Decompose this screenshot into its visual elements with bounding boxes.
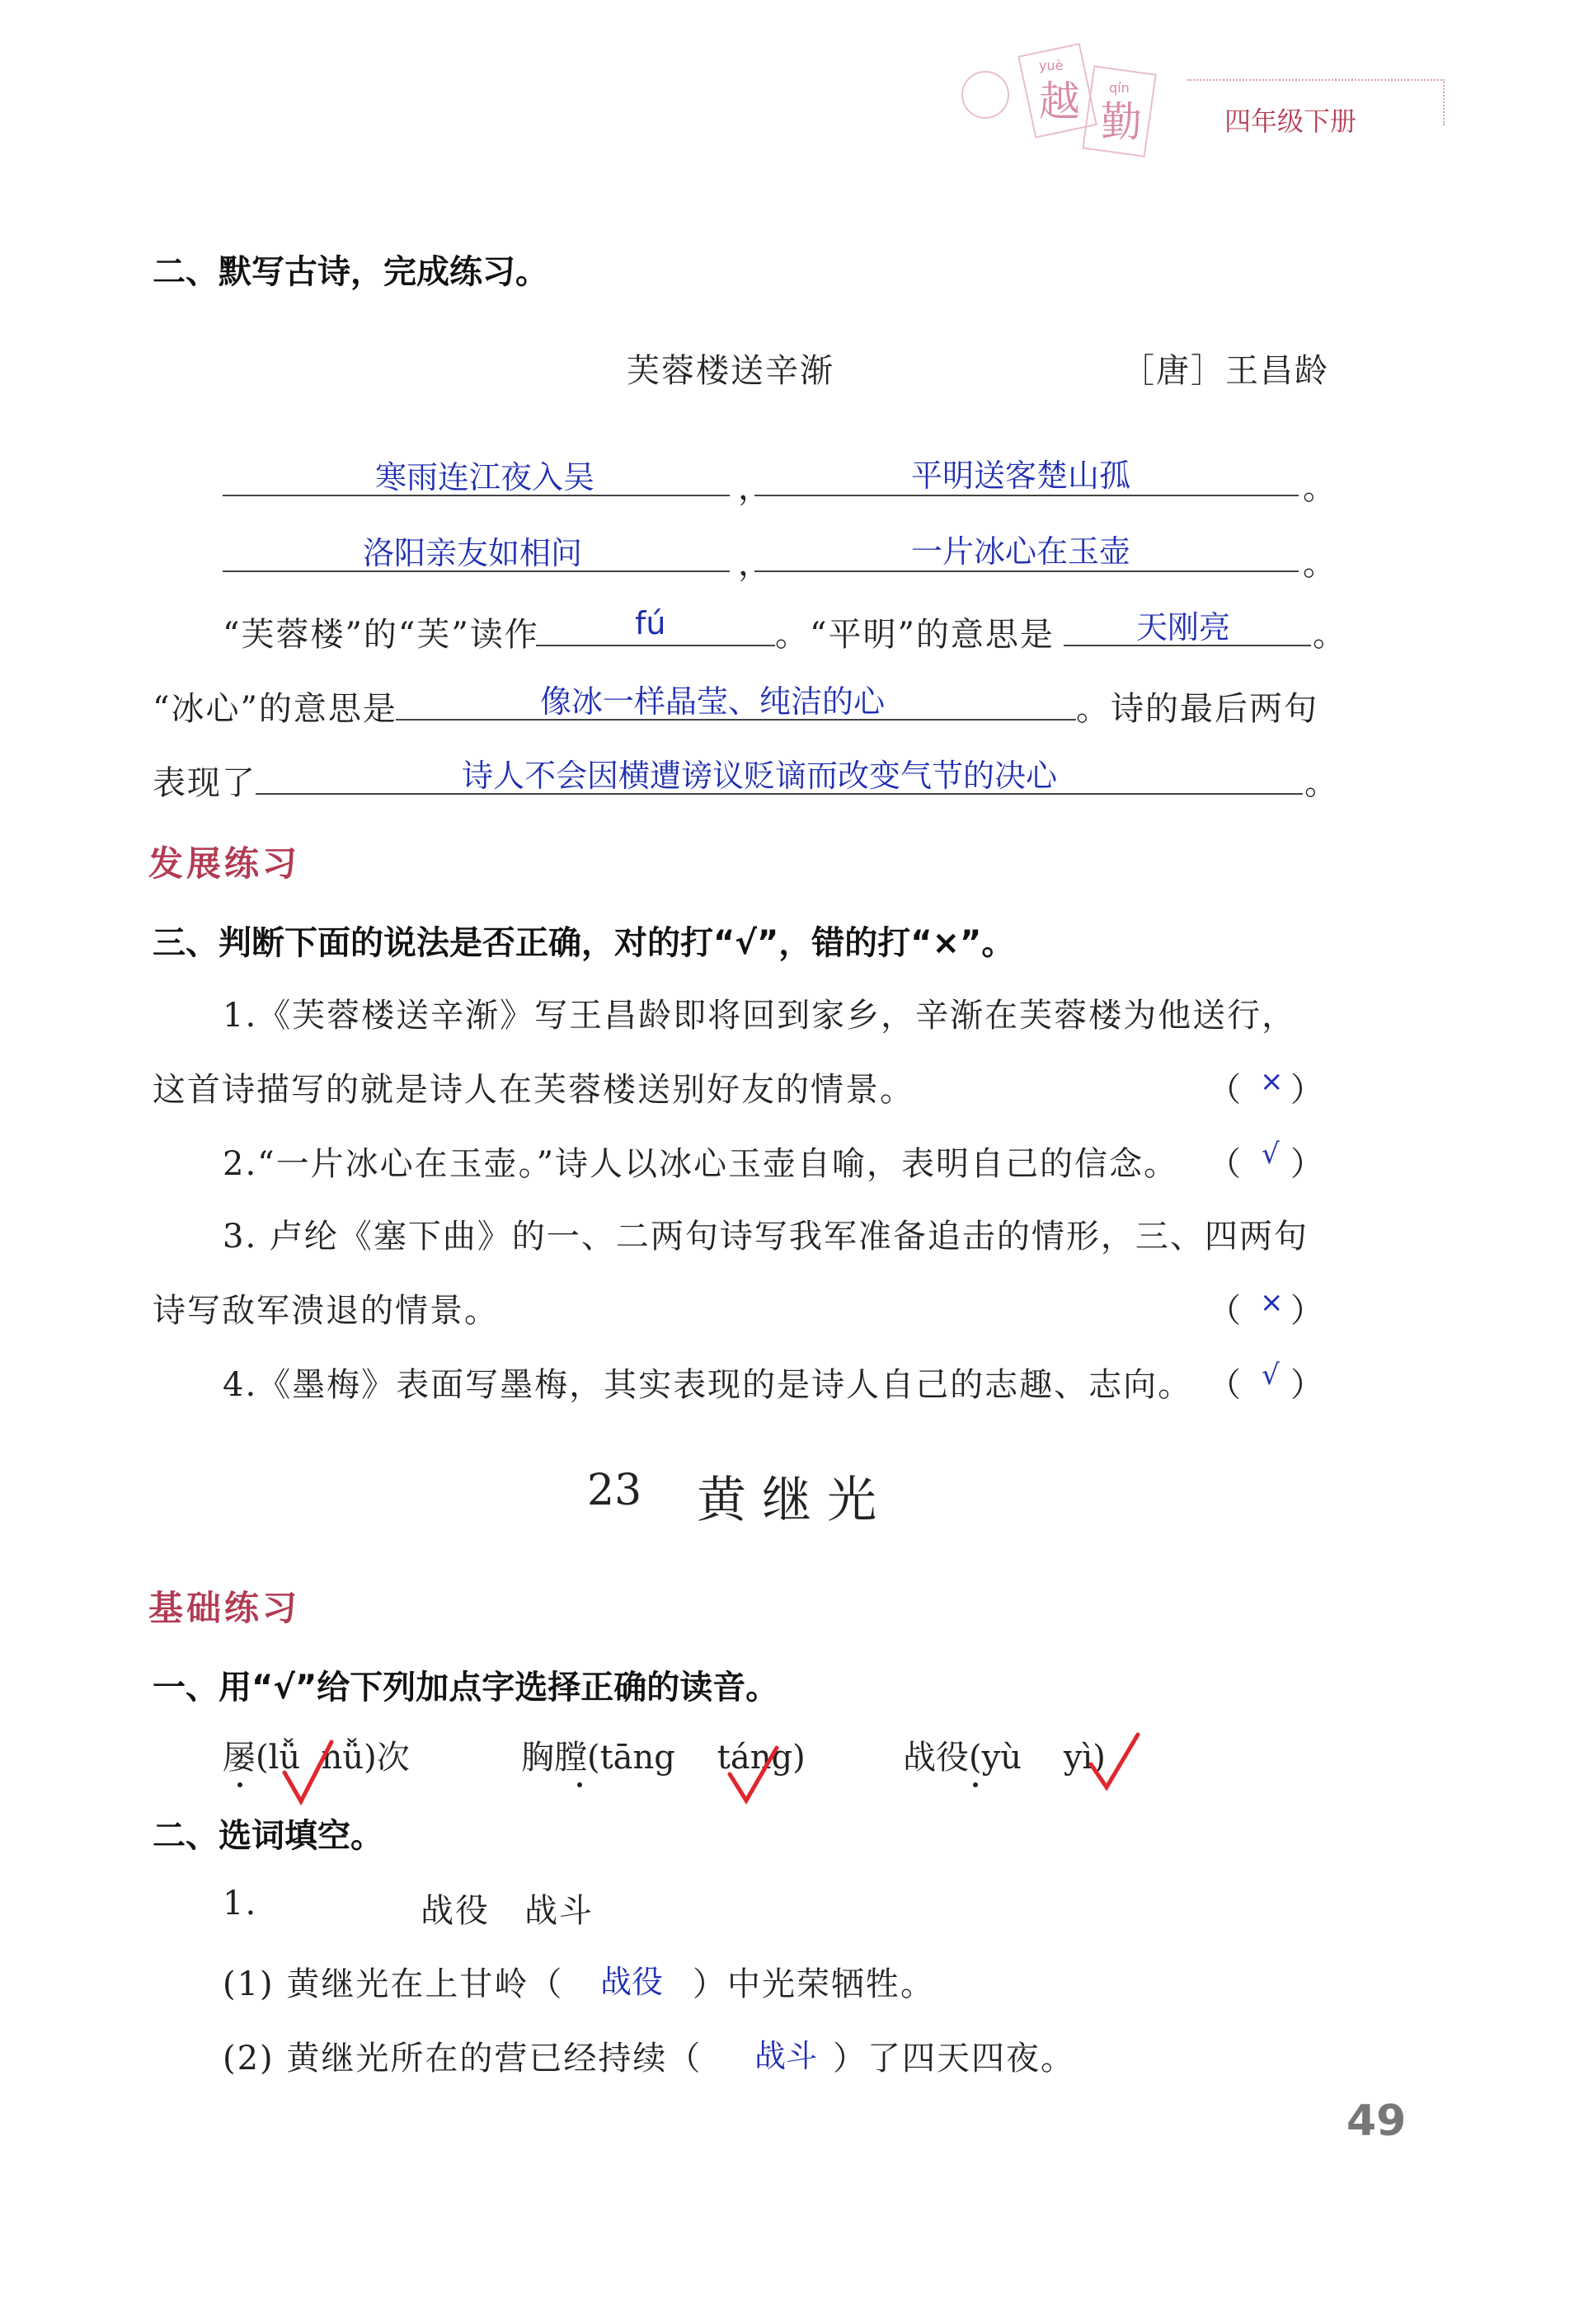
paren-open: （ [1208,1292,1243,1330]
answer-line2a: 洛阳亲友如相问 [363,535,583,571]
paren-open: （ [1208,1145,1243,1183]
judge-item-4: 4.《墨梅》表面写墨梅，其实表现的是诗人自己的志趣、志向。 [223,1366,1193,1404]
answer-biaoxian: 诗人不会因横遭谤议贬谪而改变气节的决心 [462,758,1058,794]
dotted-char: 役 [936,1739,969,1777]
svg-text:勤: 勤 [1101,98,1142,146]
paren-close: ） [1290,1292,1325,1330]
q2-heading: 二、默写古诗，完成练习。 [153,253,548,291]
judge-item-1-line2: 这首诗描写的就是诗人在芙蓉楼送别好友的情景。 [153,1071,914,1109]
emphasis-dot [577,1782,582,1787]
answer-line1a: 寒雨连江夜入吴 [375,459,595,495]
paren-close: ） [1290,1145,1325,1183]
grade-label: 四年级下册 [1224,106,1357,137]
answer-line1b: 平明送客楚山孤 [911,458,1131,494]
period: 。 [1303,469,1337,507]
emphasis-dot [973,1782,978,1787]
pinyin-word-2: 胸膛(tāng táng) [521,1739,806,1777]
basic-q1-heading: 一、用“√”给下列加点字选择正确的读音。 [153,1669,779,1707]
blank-line [536,645,775,646]
lesson-title: 黄 继 光 [697,1472,877,1529]
check-mark-icon [1087,1730,1144,1796]
paren-open: （ [1208,1366,1243,1404]
fill-number: 1. [223,1885,258,1923]
paren-close: ） [1290,1071,1325,1109]
judge-item-1-line1: 1.《芙蓉楼送辛渐》写王昌龄即将回到家乡，辛渐在芙蓉楼为他送行， [223,997,1297,1035]
judge-answer-4: √ [1262,1359,1280,1392]
paren-open: （ [1208,1071,1243,1109]
judge-item-2: 2.“一片冰心在玉壶。”诗人以冰心玉壶自喻，表明自己的信念。 [223,1145,1179,1183]
paren-close: ） [1290,1366,1325,1404]
period: 。 [1303,545,1337,583]
judge-answer-2: √ [1262,1138,1280,1171]
period: 。 [1313,616,1347,654]
answer-bingxin: 像冰一样晶莹、纯洁的心 [540,683,886,720]
svg-text:越: 越 [1039,77,1080,125]
page-number: 49 [1346,2096,1407,2146]
q-pingming-prefix: 。“平明”的意思是 [775,616,1055,654]
q-bingxin-prefix: “冰心”的意思是 [153,690,397,728]
check-mark-icon [726,1741,783,1807]
dotted-char: 屡 [223,1739,256,1777]
lesson-number: 23 [587,1466,642,1515]
basic-q2-heading: 二、选词填空。 [153,1817,383,1855]
fill-2-prefix: (2) 黄继光所在的营已经持续（ [223,2040,703,2078]
judge-answer-3: × [1260,1286,1284,1319]
answer-pingming: 天刚亮 [1136,609,1231,646]
svg-text:qín: qín [1109,80,1130,96]
fill-1-suffix: ）中光荣牺牲。 [693,1965,935,2003]
emphasis-dot [237,1782,242,1787]
comma: ， [738,545,773,583]
seal-stamp [948,33,1171,181]
section-title-dev: 发展练习 [148,843,301,884]
fill-1-prefix: (1) 黄继光在上甘岭（ [223,1965,564,2003]
q-fu-prefix: “芙蓉楼”的“芙”读作 [223,616,539,654]
pinyin-word-1: 屡(lǚ nǚ)次 [223,1739,410,1777]
section-title-basic: 基础练习 [148,1588,301,1628]
pinyin-word-3: 战役(yù yì) [903,1739,1106,1777]
q3-heading: 三、判断下面的说法是否正确，对的打“√”，错的打“×”。 [153,924,1015,962]
q-biaoxian-prefix: 表现了 [153,764,256,802]
judge-item-3-line1: 3. 卢纶《塞下曲》的一、二两句诗写我军准备追击的情形，三、四两句 [223,1218,1309,1256]
fill-2-suffix: ）了四天四夜。 [833,2040,1075,2078]
period: 。 [1304,764,1339,802]
svg-text:yuè: yuè [1039,58,1064,73]
comma: ， [738,469,773,507]
poem-author: ［唐］王昌龄 [1121,352,1329,390]
answer-line2b: 一片冰心在玉壶 [911,533,1131,570]
q-last-suffix: 。诗的最后两句 [1076,690,1318,728]
fill-1-answer: 战役 [600,1964,664,2000]
answer-fu: fú [635,605,666,641]
poem-title: 芙蓉楼送辛渐 [627,352,834,390]
judge-item-3-line2: 诗写敌军溃退的情景。 [153,1292,499,1330]
check-mark-icon [280,1735,338,1810]
fill-word-choices: 战役 战斗 [421,1892,594,1930]
judge-answer-1: × [1260,1065,1284,1098]
dotted-char: 膛 [554,1739,587,1777]
fill-2-answer: 战斗 [754,2038,818,2074]
